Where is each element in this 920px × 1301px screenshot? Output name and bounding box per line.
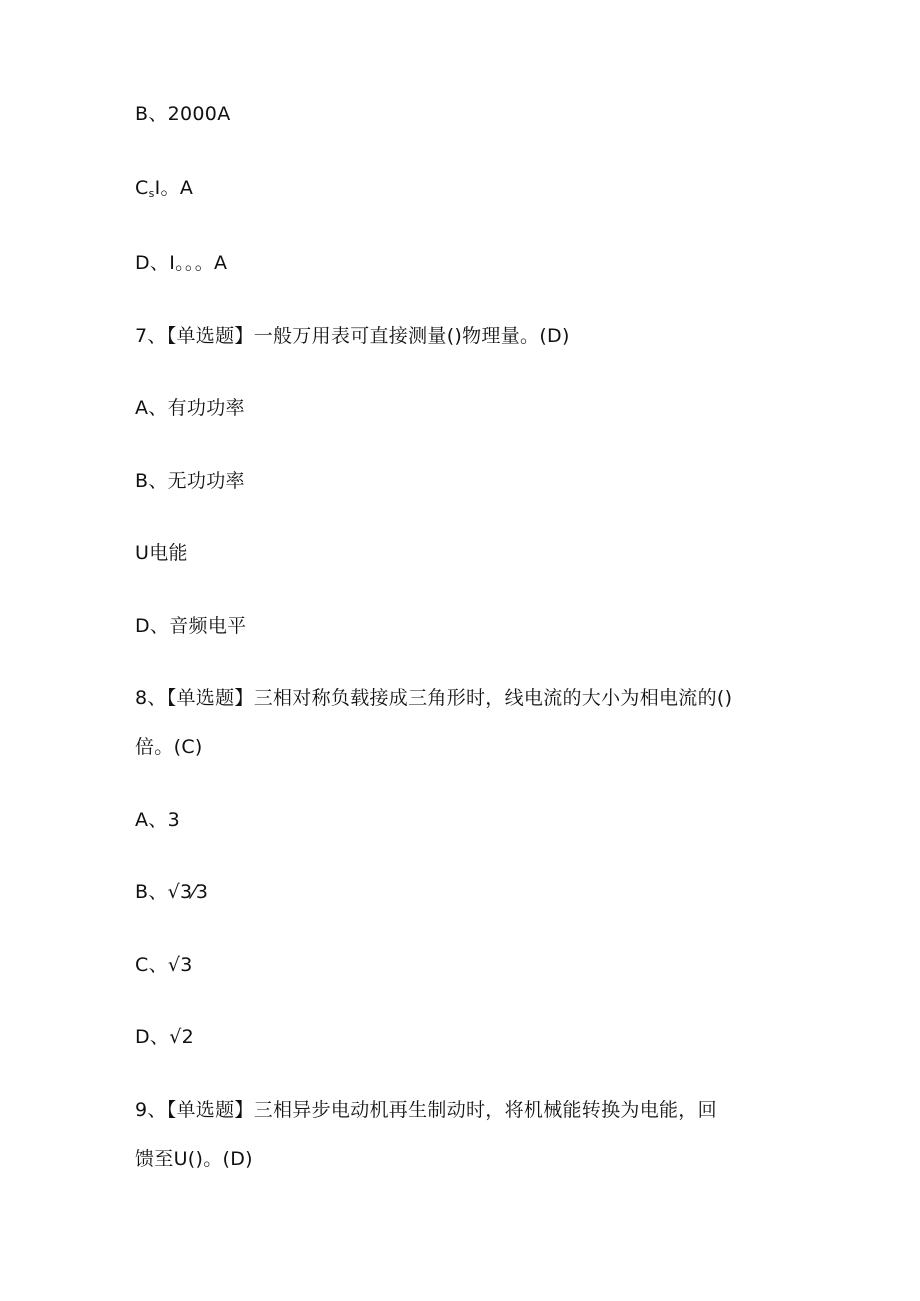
q8-option-b: B、√3⁄3 [135, 881, 209, 903]
option-d-i-a: D、I。。。A [135, 252, 228, 274]
q7-option-b: B、无功功率 [135, 470, 245, 492]
option-b-2000a: B、2000A [135, 103, 231, 125]
question-8-line-2: 倍。(C) [135, 736, 203, 758]
q7-option-c: U电能 [135, 542, 188, 564]
question-9-line-2: 馈至U()。(D) [135, 1148, 253, 1170]
q8-option-c: C、√3 [135, 954, 193, 976]
q8-option-a: A、3 [135, 809, 180, 831]
option-c-letter: C [135, 177, 149, 199]
question-9-line-1: 9、【单选题】三相异步电动机再生制动时，将机械能转换为电能，回 [135, 1099, 717, 1121]
option-c-subscript: s [148, 187, 155, 200]
q7-option-d: D、音频电平 [135, 615, 247, 637]
option-c-text: I。A [154, 177, 194, 199]
q7-option-a: A、有功功率 [135, 397, 245, 419]
option-c-io-a [135, 176, 193, 206]
q8-option-d: D、√2 [135, 1026, 195, 1048]
question-8-line-1: 8、【单选题】三相对称负载接成三角形时，线电流的大小为相电流的() [135, 687, 733, 709]
question-7: 7、【单选题】一般万用表可直接测量()物理量。(D) [135, 325, 570, 347]
